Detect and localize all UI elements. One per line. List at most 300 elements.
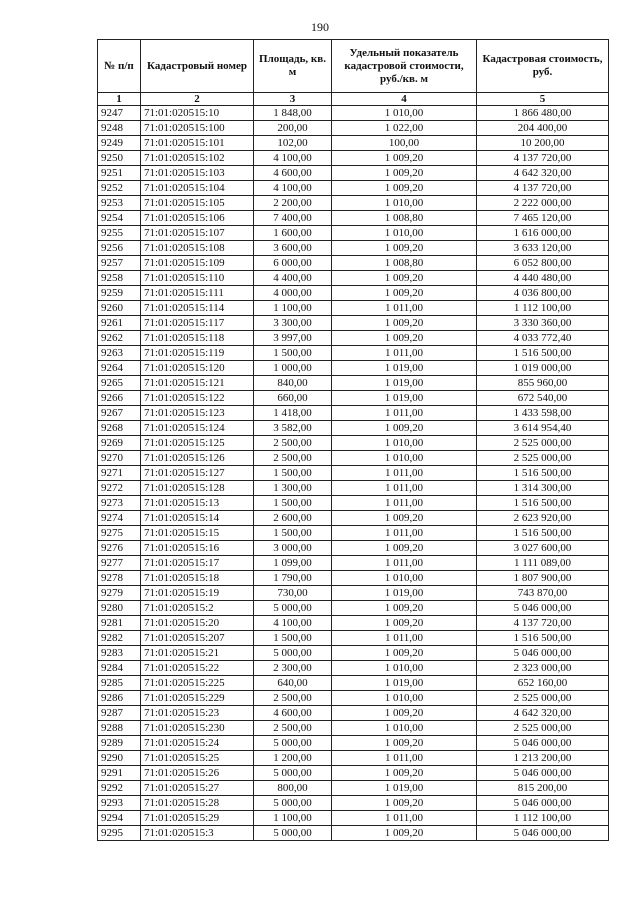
table-row	[98, 211, 609, 226]
area: 2 500,00	[254, 721, 332, 736]
cadastral-number: 71:01:020515:230	[141, 721, 254, 736]
table-row	[98, 241, 609, 256]
row-index: 9283	[98, 646, 141, 661]
unit-rate: 1 009,20	[332, 511, 477, 526]
area: 5 000,00	[254, 766, 332, 781]
table-row	[98, 271, 609, 286]
unit-rate: 1 009,20	[332, 331, 477, 346]
unit-rate: 1 022,00	[332, 121, 477, 136]
row-index: 9273	[98, 496, 141, 511]
table-row	[98, 196, 609, 211]
cadastral-value: 1 111 089,00	[477, 556, 609, 571]
unit-rate: 1 011,00	[332, 556, 477, 571]
cadastral-value: 652 160,00	[477, 676, 609, 691]
cadastral-value: 5 046 000,00	[477, 601, 609, 616]
unit-rate: 1 011,00	[332, 406, 477, 421]
area: 5 000,00	[254, 736, 332, 751]
unit-rate: 1 010,00	[332, 691, 477, 706]
row-index: 9293	[98, 796, 141, 811]
row-index: 9276	[98, 541, 141, 556]
page-number: 190	[311, 20, 329, 34]
cadastral-value: 3 614 954,40	[477, 421, 609, 436]
cadastral-number: 71:01:020515:3	[141, 826, 254, 841]
unit-rate: 1 010,00	[332, 661, 477, 676]
table-row	[98, 571, 609, 586]
table-row	[98, 301, 609, 316]
cadastral-number: 71:01:020515:24	[141, 736, 254, 751]
table-row	[98, 256, 609, 271]
area: 4 100,00	[254, 181, 332, 196]
unit-rate: 1 010,00	[332, 721, 477, 736]
row-index: 9254	[98, 211, 141, 226]
area: 2 500,00	[254, 436, 332, 451]
row-index: 9274	[98, 511, 141, 526]
row-index: 9270	[98, 451, 141, 466]
row-index: 9277	[98, 556, 141, 571]
unit-rate: 1 011,00	[332, 631, 477, 646]
unit-rate: 1 010,00	[332, 571, 477, 586]
cadastral-value: 4 137 720,00	[477, 151, 609, 166]
cadastral-value: 4 036 800,00	[477, 286, 609, 301]
unit-rate: 1 011,00	[332, 496, 477, 511]
cadastral-value: 5 046 000,00	[477, 796, 609, 811]
cadastral-value-table	[97, 39, 609, 841]
unit-rate: 1 019,00	[332, 676, 477, 691]
row-index: 9280	[98, 601, 141, 616]
cadastral-value: 1 807 900,00	[477, 571, 609, 586]
cadastral-value: 2 525 000,00	[477, 451, 609, 466]
unit-rate: 1 009,20	[332, 541, 477, 556]
cadastral-value: 815 200,00	[477, 781, 609, 796]
header-unit-rate: Удельный показатель кадастровой стоимости, руб./кв. м	[332, 40, 477, 93]
cadastral-value: 7 465 120,00	[477, 211, 609, 226]
row-index: 9272	[98, 481, 141, 496]
row-index: 9288	[98, 721, 141, 736]
cadastral-value: 2 623 920,00	[477, 511, 609, 526]
area: 640,00	[254, 676, 332, 691]
unit-rate: 1 019,00	[332, 376, 477, 391]
unit-rate: 1 009,20	[332, 241, 477, 256]
row-index: 9255	[98, 226, 141, 241]
area: 800,00	[254, 781, 332, 796]
row-index: 9267	[98, 406, 141, 421]
cadastral-number: 71:01:020515:26	[141, 766, 254, 781]
area: 6 000,00	[254, 256, 332, 271]
row-index: 9261	[98, 316, 141, 331]
area: 5 000,00	[254, 601, 332, 616]
column-number: 1	[98, 93, 141, 106]
unit-rate: 1 010,00	[332, 196, 477, 211]
cadastral-value: 204 400,00	[477, 121, 609, 136]
area: 102,00	[254, 136, 332, 151]
row-index: 9290	[98, 751, 141, 766]
unit-rate: 1 009,20	[332, 271, 477, 286]
table-row	[98, 751, 609, 766]
area: 4 100,00	[254, 151, 332, 166]
column-number: 2	[141, 93, 254, 106]
area: 1 500,00	[254, 631, 332, 646]
table-row	[98, 136, 609, 151]
table-row	[98, 286, 609, 301]
cadastral-number: 71:01:020515:127	[141, 466, 254, 481]
row-index: 9278	[98, 571, 141, 586]
table-row	[98, 181, 609, 196]
table-row	[98, 646, 609, 661]
area: 1 000,00	[254, 361, 332, 376]
cadastral-value: 5 046 000,00	[477, 766, 609, 781]
table-row	[98, 166, 609, 181]
header-index: № п/п	[98, 40, 141, 93]
area: 1 790,00	[254, 571, 332, 586]
area: 1 100,00	[254, 301, 332, 316]
row-index: 9259	[98, 286, 141, 301]
row-index: 9257	[98, 256, 141, 271]
cadastral-value: 4 642 320,00	[477, 166, 609, 181]
unit-rate: 1 019,00	[332, 781, 477, 796]
cadastral-number: 71:01:020515:28	[141, 796, 254, 811]
row-index: 9286	[98, 691, 141, 706]
cadastral-number: 71:01:020515:10	[141, 106, 254, 121]
area: 1 500,00	[254, 496, 332, 511]
cadastral-value: 4 033 772,40	[477, 331, 609, 346]
table-row	[98, 661, 609, 676]
area: 840,00	[254, 376, 332, 391]
table-row	[98, 586, 609, 601]
cadastral-number: 71:01:020515:225	[141, 676, 254, 691]
table-row	[98, 766, 609, 781]
unit-rate: 1 019,00	[332, 391, 477, 406]
cadastral-number: 71:01:020515:104	[141, 181, 254, 196]
cadastral-number: 71:01:020515:25	[141, 751, 254, 766]
cadastral-value: 3 330 360,00	[477, 316, 609, 331]
area: 4 600,00	[254, 166, 332, 181]
table-row	[98, 826, 609, 841]
table-row	[98, 406, 609, 421]
cadastral-value: 1 112 100,00	[477, 811, 609, 826]
cadastral-number: 71:01:020515:22	[141, 661, 254, 676]
cadastral-number: 71:01:020515:110	[141, 271, 254, 286]
row-index: 9248	[98, 121, 141, 136]
cadastral-number: 71:01:020515:229	[141, 691, 254, 706]
table-row	[98, 451, 609, 466]
area: 4 600,00	[254, 706, 332, 721]
unit-rate: 1 009,20	[332, 736, 477, 751]
cadastral-number: 71:01:020515:27	[141, 781, 254, 796]
unit-rate: 1 011,00	[332, 751, 477, 766]
cadastral-number: 71:01:020515:108	[141, 241, 254, 256]
cadastral-number: 71:01:020515:21	[141, 646, 254, 661]
cadastral-number: 71:01:020515:2	[141, 601, 254, 616]
table-row	[98, 691, 609, 706]
cadastral-number: 71:01:020515:101	[141, 136, 254, 151]
cadastral-value: 1 019 000,00	[477, 361, 609, 376]
cadastral-number: 71:01:020515:100	[141, 121, 254, 136]
unit-rate: 1 009,20	[332, 316, 477, 331]
area: 3 000,00	[254, 541, 332, 556]
table-row	[98, 466, 609, 481]
unit-rate: 1 009,20	[332, 646, 477, 661]
unit-rate: 1 019,00	[332, 361, 477, 376]
unit-rate: 1 010,00	[332, 451, 477, 466]
cadastral-number: 71:01:020515:120	[141, 361, 254, 376]
area: 4 400,00	[254, 271, 332, 286]
row-index: 9251	[98, 166, 141, 181]
cadastral-number: 71:01:020515:23	[141, 706, 254, 721]
area: 7 400,00	[254, 211, 332, 226]
cadastral-number: 71:01:020515:20	[141, 616, 254, 631]
row-index: 9292	[98, 781, 141, 796]
unit-rate: 1 010,00	[332, 436, 477, 451]
area: 3 300,00	[254, 316, 332, 331]
cadastral-number: 71:01:020515:126	[141, 451, 254, 466]
row-index: 9252	[98, 181, 141, 196]
unit-rate: 1 009,20	[332, 826, 477, 841]
table-row	[98, 796, 609, 811]
area: 2 500,00	[254, 691, 332, 706]
column-number: 4	[332, 93, 477, 106]
table-row	[98, 361, 609, 376]
cadastral-value: 3 633 120,00	[477, 241, 609, 256]
table-row	[98, 376, 609, 391]
area: 3 582,00	[254, 421, 332, 436]
area: 200,00	[254, 121, 332, 136]
table-row	[98, 601, 609, 616]
cadastral-number: 71:01:020515:128	[141, 481, 254, 496]
unit-rate: 1 008,80	[332, 256, 477, 271]
cadastral-value: 1 516 500,00	[477, 526, 609, 541]
row-index: 9291	[98, 766, 141, 781]
column-number-row	[98, 93, 609, 106]
area: 1 848,00	[254, 106, 332, 121]
cadastral-value: 6 052 800,00	[477, 256, 609, 271]
area: 5 000,00	[254, 796, 332, 811]
table-row	[98, 436, 609, 451]
cadastral-value: 1 213 200,00	[477, 751, 609, 766]
area: 1 099,00	[254, 556, 332, 571]
table-header-row	[98, 40, 609, 93]
cadastral-number: 71:01:020515:125	[141, 436, 254, 451]
area: 1 418,00	[254, 406, 332, 421]
column-number: 5	[477, 93, 609, 106]
cadastral-number: 71:01:020515:14	[141, 511, 254, 526]
cadastral-number: 71:01:020515:16	[141, 541, 254, 556]
table-row	[98, 736, 609, 751]
table-row	[98, 226, 609, 241]
unit-rate: 1 009,20	[332, 151, 477, 166]
cadastral-number: 71:01:020515:102	[141, 151, 254, 166]
area: 2 200,00	[254, 196, 332, 211]
unit-rate: 1 009,20	[332, 421, 477, 436]
area: 4 100,00	[254, 616, 332, 631]
cadastral-value: 2 323 000,00	[477, 661, 609, 676]
area: 2 300,00	[254, 661, 332, 676]
cadastral-value: 1 516 500,00	[477, 466, 609, 481]
table-row	[98, 391, 609, 406]
table-row	[98, 811, 609, 826]
header-cadastral-value: Кадастровая стоимость, руб.	[477, 40, 609, 93]
row-index: 9265	[98, 376, 141, 391]
cadastral-number: 71:01:020515:13	[141, 496, 254, 511]
unit-rate: 1 009,20	[332, 286, 477, 301]
table-row	[98, 421, 609, 436]
cadastral-value: 2 222 000,00	[477, 196, 609, 211]
area: 1 100,00	[254, 811, 332, 826]
area: 1 500,00	[254, 346, 332, 361]
unit-rate: 100,00	[332, 136, 477, 151]
row-index: 9260	[98, 301, 141, 316]
unit-rate: 1 011,00	[332, 811, 477, 826]
unit-rate: 1 009,20	[332, 601, 477, 616]
cadastral-number: 71:01:020515:15	[141, 526, 254, 541]
cadastral-value: 4 137 720,00	[477, 616, 609, 631]
row-index: 9249	[98, 136, 141, 151]
header-area: Площадь, кв. м	[254, 40, 332, 93]
row-index: 9263	[98, 346, 141, 361]
area: 1 500,00	[254, 466, 332, 481]
row-index: 9275	[98, 526, 141, 541]
unit-rate: 1 011,00	[332, 346, 477, 361]
table-row	[98, 346, 609, 361]
table-row	[98, 331, 609, 346]
area: 5 000,00	[254, 826, 332, 841]
row-index: 9256	[98, 241, 141, 256]
area: 660,00	[254, 391, 332, 406]
cadastral-value: 5 046 000,00	[477, 736, 609, 751]
cadastral-value: 2 525 000,00	[477, 691, 609, 706]
cadastral-value: 855 960,00	[477, 376, 609, 391]
column-number: 3	[254, 93, 332, 106]
unit-rate: 1 010,00	[332, 226, 477, 241]
area: 3 600,00	[254, 241, 332, 256]
cadastral-value: 1 616 000,00	[477, 226, 609, 241]
cadastral-value: 3 027 600,00	[477, 541, 609, 556]
table-row	[98, 496, 609, 511]
cadastral-number: 71:01:020515:123	[141, 406, 254, 421]
row-index: 9253	[98, 196, 141, 211]
cadastral-value: 1 516 500,00	[477, 346, 609, 361]
unit-rate: 1 009,20	[332, 706, 477, 721]
row-index: 9247	[98, 106, 141, 121]
row-index: 9266	[98, 391, 141, 406]
area: 2 600,00	[254, 511, 332, 526]
area: 1 300,00	[254, 481, 332, 496]
unit-rate: 1 009,20	[332, 796, 477, 811]
cadastral-value: 672 540,00	[477, 391, 609, 406]
unit-rate: 1 011,00	[332, 526, 477, 541]
cadastral-value: 743 870,00	[477, 586, 609, 601]
table-row	[98, 781, 609, 796]
cadastral-number: 71:01:020515:121	[141, 376, 254, 391]
area: 5 000,00	[254, 646, 332, 661]
area: 2 500,00	[254, 451, 332, 466]
cadastral-number: 71:01:020515:122	[141, 391, 254, 406]
unit-rate: 1 019,00	[332, 586, 477, 601]
cadastral-number: 71:01:020515:17	[141, 556, 254, 571]
cadastral-number: 71:01:020515:207	[141, 631, 254, 646]
area: 3 997,00	[254, 331, 332, 346]
cadastral-number: 71:01:020515:111	[141, 286, 254, 301]
row-index: 9269	[98, 436, 141, 451]
cadastral-number: 71:01:020515:107	[141, 226, 254, 241]
area: 1 200,00	[254, 751, 332, 766]
unit-rate: 1 010,00	[332, 106, 477, 121]
row-index: 9250	[98, 151, 141, 166]
row-index: 9282	[98, 631, 141, 646]
cadastral-value: 4 642 320,00	[477, 706, 609, 721]
unit-rate: 1 011,00	[332, 466, 477, 481]
cadastral-number: 71:01:020515:117	[141, 316, 254, 331]
cadastral-value: 1 112 100,00	[477, 301, 609, 316]
area: 4 000,00	[254, 286, 332, 301]
cadastral-value: 2 525 000,00	[477, 436, 609, 451]
table-row	[98, 151, 609, 166]
table-body	[98, 106, 609, 841]
row-index: 9279	[98, 586, 141, 601]
table-row	[98, 511, 609, 526]
cadastral-number: 71:01:020515:18	[141, 571, 254, 586]
row-index: 9285	[98, 676, 141, 691]
cadastral-number: 71:01:020515:105	[141, 196, 254, 211]
cadastral-number: 71:01:020515:114	[141, 301, 254, 316]
table-row	[98, 556, 609, 571]
row-index: 9264	[98, 361, 141, 376]
cadastral-value: 1 314 300,00	[477, 481, 609, 496]
cadastral-value: 10 200,00	[477, 136, 609, 151]
area: 1 600,00	[254, 226, 332, 241]
unit-rate: 1 011,00	[332, 481, 477, 496]
cadastral-value: 1 516 500,00	[477, 631, 609, 646]
unit-rate: 1 011,00	[332, 301, 477, 316]
table-row	[98, 106, 609, 121]
unit-rate: 1 008,80	[332, 211, 477, 226]
cadastral-number: 71:01:020515:103	[141, 166, 254, 181]
cadastral-value: 1 433 598,00	[477, 406, 609, 421]
area: 730,00	[254, 586, 332, 601]
cadastral-number: 71:01:020515:109	[141, 256, 254, 271]
cadastral-number: 71:01:020515:124	[141, 421, 254, 436]
cadastral-number: 71:01:020515:29	[141, 811, 254, 826]
cadastral-number: 71:01:020515:118	[141, 331, 254, 346]
unit-rate: 1 009,20	[332, 766, 477, 781]
row-index: 9258	[98, 271, 141, 286]
table-row	[98, 721, 609, 736]
unit-rate: 1 009,20	[332, 181, 477, 196]
table-row	[98, 676, 609, 691]
header-cadastral-number: Кадастровый номер	[141, 40, 254, 93]
cadastral-value: 2 525 000,00	[477, 721, 609, 736]
cadastral-value: 5 046 000,00	[477, 826, 609, 841]
table-row	[98, 706, 609, 721]
table-row	[98, 541, 609, 556]
cadastral-value: 4 137 720,00	[477, 181, 609, 196]
area: 1 500,00	[254, 526, 332, 541]
table-row	[98, 121, 609, 136]
row-index: 9268	[98, 421, 141, 436]
cadastral-value: 4 440 480,00	[477, 271, 609, 286]
table-row	[98, 526, 609, 541]
unit-rate: 1 009,20	[332, 166, 477, 181]
row-index: 9295	[98, 826, 141, 841]
table-row	[98, 631, 609, 646]
table-row	[98, 481, 609, 496]
row-index: 9289	[98, 736, 141, 751]
table-row	[98, 316, 609, 331]
row-index: 9284	[98, 661, 141, 676]
row-index: 9262	[98, 331, 141, 346]
row-index: 9287	[98, 706, 141, 721]
row-index: 9294	[98, 811, 141, 826]
cadastral-number: 71:01:020515:106	[141, 211, 254, 226]
